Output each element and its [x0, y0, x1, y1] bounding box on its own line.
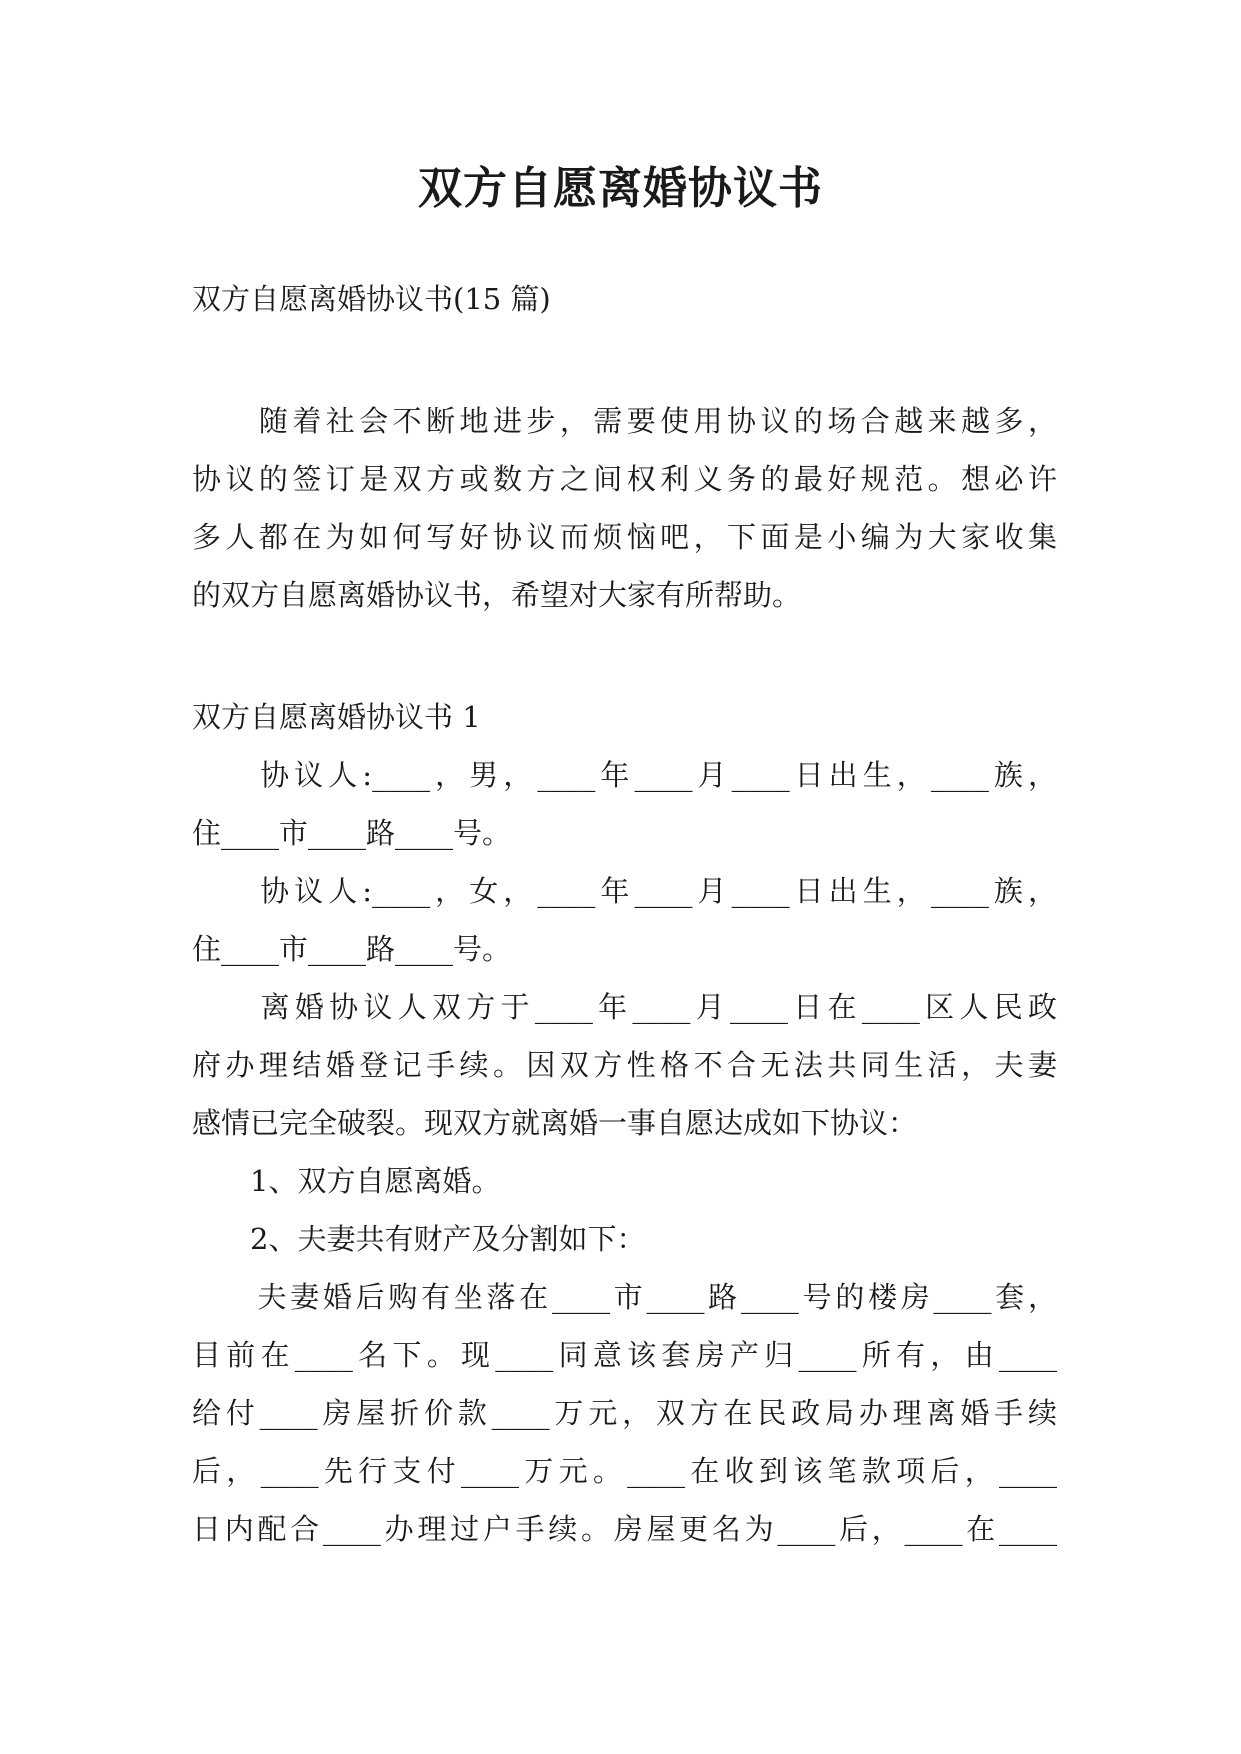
document-body: [192, 270, 1057, 1558]
body-line: 目前在____名下。现____同意该套房产归____所有，由____: [192, 1338, 1057, 1372]
body-line: 协议人:____，女，____年____月____日出生，____族，: [192, 874, 1057, 908]
intro-line: 随着社会不断地进步，需要使用协议的场合越来越多，: [192, 404, 1057, 438]
body-line: 住____市____路____号。: [192, 932, 512, 966]
subtitle-line: 双方自愿离婚协议书(15 篇): [192, 282, 551, 316]
body-line: 日内配合____办理过户手续。房屋更名为____后，____在____: [192, 1512, 1057, 1546]
section-heading: 双方自愿离婚协议书 1: [192, 700, 481, 734]
body-line: 给付____房屋折价款____万元，双方在民政局办理离婚手续: [192, 1396, 1057, 1430]
document-title: 双方自愿离婚协议书: [418, 163, 823, 214]
clause-item: 2、夫妻共有财产及分割如下：: [192, 1222, 646, 1256]
body-line: 协议人:____，男，____年____月____日出生，____族，: [192, 758, 1057, 792]
intro-line: 的双方自愿离婚协议书，希望对大家有所帮助。: [192, 578, 802, 612]
body-line: 后，____先行支付____万元。____在收到该笔款项后，____: [192, 1454, 1057, 1488]
body-line: 感情已完全破裂。现双方就离婚一事自愿达成如下协议：: [192, 1106, 918, 1140]
body-line: 离婚协议人双方于____年____月____日在____区人民政: [192, 990, 1057, 1024]
intro-line: 多人都在为如何写好协议而烦恼吧，下面是小编为大家收集: [192, 520, 1057, 554]
body-line: 夫妻婚后购有坐落在____市____路____号的楼房____套，: [192, 1280, 1057, 1314]
body-line: 住____市____路____号。: [192, 816, 512, 850]
body-line: 府办理结婚登记手续。因双方性格不合无法共同生活，夫妻: [192, 1048, 1057, 1082]
intro-line: 协议的签订是双方或数方之间权利义务的最好规范。想必许: [192, 462, 1057, 496]
clause-item: 1、双方自愿离婚。: [192, 1164, 501, 1198]
